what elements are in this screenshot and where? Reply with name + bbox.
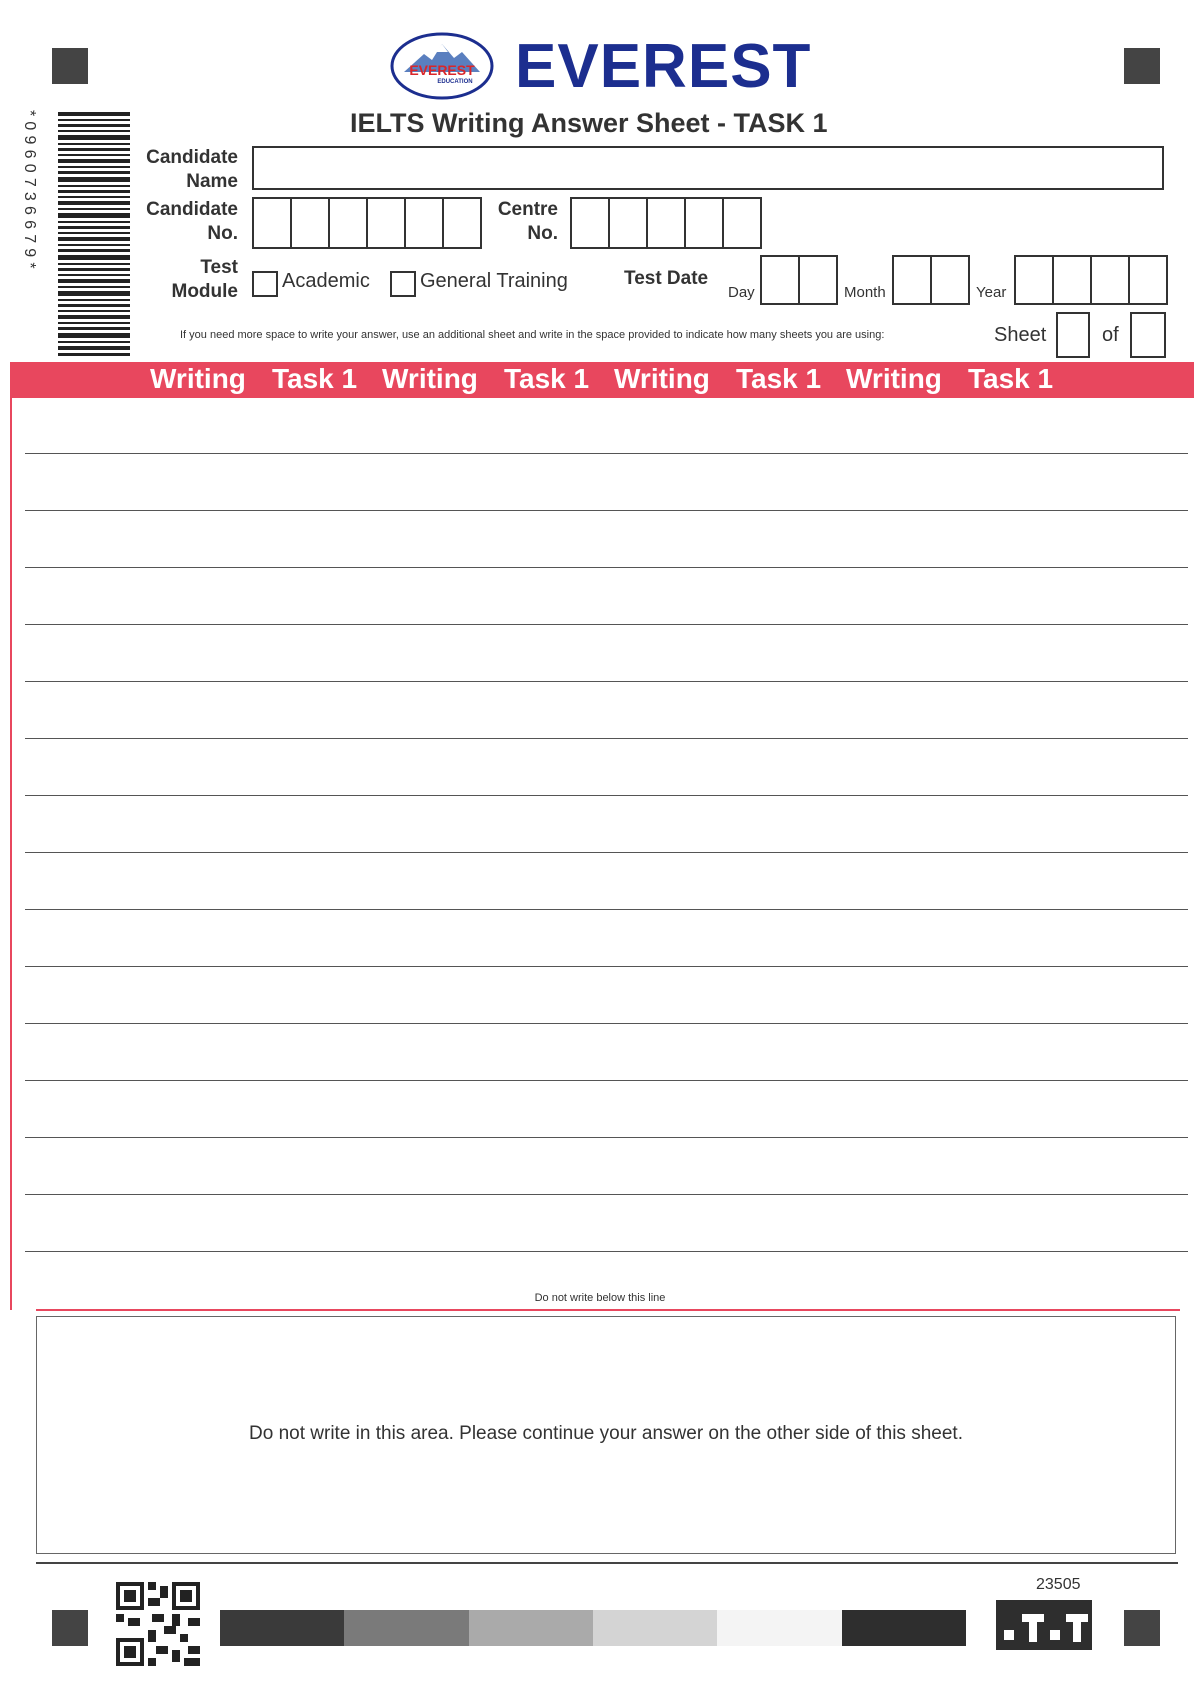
academic-label: Academic: [282, 270, 370, 292]
academic-checkbox[interactable]: [252, 271, 278, 297]
writing-line: [25, 966, 1188, 967]
writing-line: [25, 567, 1188, 568]
band-word: Task 1: [272, 363, 358, 394]
writing-line: [25, 795, 1188, 796]
band-word: Task 1: [968, 363, 1054, 394]
registration-mark-bottom-right: [1124, 1610, 1160, 1646]
writing-line: [25, 624, 1188, 625]
day-label: Day: [728, 284, 755, 301]
logo-text-top: EVEREST: [409, 62, 475, 78]
candidate-no-boxes[interactable]: [252, 197, 482, 249]
writing-line: [25, 1023, 1188, 1024]
registration-mark-top-right: [1124, 48, 1160, 84]
writing-line: [25, 1080, 1188, 1081]
examiner-area-notice: Do not write in this area. Please continue your answer on the other side of this sheet.: [249, 1423, 963, 1444]
band-word: Writing: [382, 363, 478, 394]
writing-area[interactable]: [0, 398, 1200, 1258]
brand-name: EVEREST: [515, 32, 812, 101]
band-word: Writing: [150, 363, 246, 394]
test-date-label: Test Date: [624, 268, 709, 289]
logo-text-bottom: EDUCATION: [437, 79, 473, 85]
band-word: Task 1: [736, 363, 822, 394]
band-word: Writing: [614, 363, 710, 394]
band-word: Writing: [846, 363, 942, 394]
sheet-number-box[interactable]: [1056, 312, 1090, 358]
barcode-number: *0960736679*: [21, 110, 38, 274]
do-not-write-below-label: Do not write below this line: [534, 1292, 666, 1304]
footer-divider: [36, 1562, 1178, 1564]
writing-line: [25, 909, 1188, 910]
band-word: Task 1: [504, 363, 590, 394]
registration-mark-top-left: [52, 48, 88, 84]
publisher-logo: [996, 1600, 1092, 1650]
sheet-total-box[interactable]: [1130, 312, 1166, 358]
centre-no-label: Centre No.: [497, 199, 558, 244]
candidate-no-label: Candidate No.: [146, 199, 238, 244]
candidate-name-field[interactable]: [252, 146, 1164, 190]
of-label: of: [1102, 324, 1119, 346]
month-label: Month: [844, 284, 886, 301]
day-boxes[interactable]: [760, 255, 838, 305]
writing-task-band: [10, 362, 1194, 398]
everest-logo: [390, 32, 494, 100]
additional-sheet-instruction: If you need more space to write your answer, use an additional sheet and write in the space provided to indicate how many sheets you are using:: [180, 329, 885, 341]
writing-line: [25, 510, 1188, 511]
test-module-label: Test Module: [171, 257, 238, 302]
do-not-write-divider: [36, 1309, 1180, 1311]
candidate-name-label: Candidate Name: [146, 147, 238, 192]
form-code: 23505: [1036, 1576, 1081, 1593]
page-title: IELTS Writing Answer Sheet - TASK 1: [350, 108, 828, 138]
year-label: Year: [976, 284, 1007, 301]
writing-line: [25, 738, 1188, 739]
centre-no-boxes[interactable]: [570, 197, 762, 249]
writing-line: [25, 852, 1188, 853]
writing-line: [25, 1137, 1188, 1138]
general-training-checkbox[interactable]: [390, 271, 416, 297]
sheet-label: Sheet: [994, 324, 1047, 346]
writing-line: [25, 681, 1188, 682]
writing-line: [25, 453, 1188, 454]
barcode: [56, 110, 130, 358]
grayscale-bar: [220, 1610, 966, 1646]
year-boxes[interactable]: [1014, 255, 1168, 305]
general-training-label: General Training: [420, 270, 568, 292]
registration-mark-bottom-left: [52, 1610, 88, 1646]
qr-code: [116, 1582, 200, 1666]
writing-line: [25, 1251, 1188, 1252]
month-boxes[interactable]: [892, 255, 970, 305]
writing-line: [25, 1194, 1188, 1195]
examiner-area: [36, 1316, 1176, 1554]
